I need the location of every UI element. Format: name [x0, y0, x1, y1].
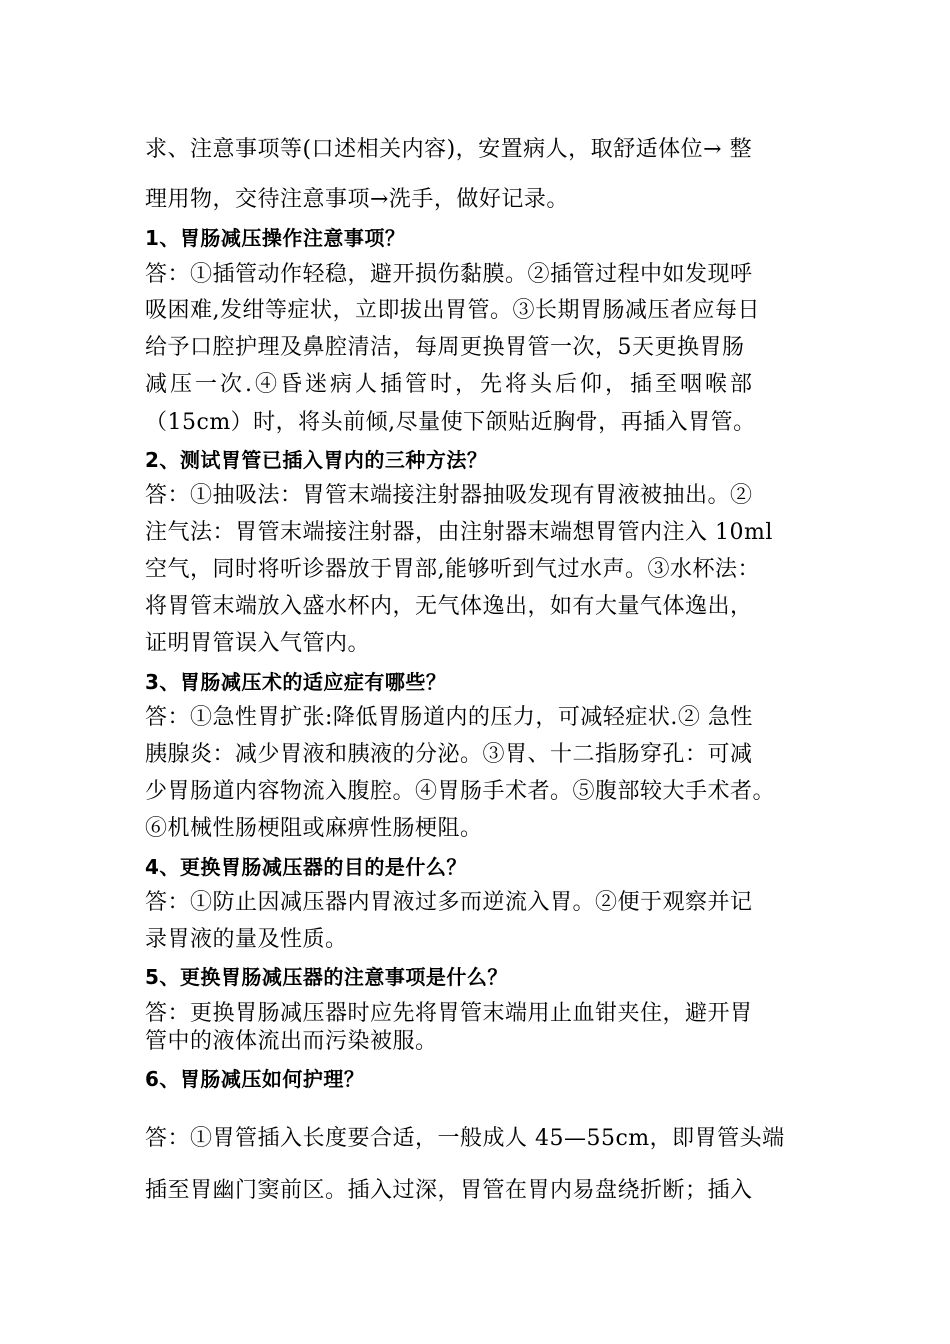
answer-3-line-3: 少胃肠道内容物流入腹腔。④胃肠手术者。⑤腹部较大手术者。 [145, 779, 776, 804]
answer-2-line-5: 证明胃管误入气管内。 [145, 631, 371, 656]
answer-1-line-2: 吸困难,发绀等症状，立即拔出胃管。③长期胃肠减压者应每日 [145, 298, 760, 323]
answer-2-line-3: 空气，同时将听诊器放于胃部,能够听到气过水声。③水杯法： [145, 557, 760, 582]
question-3-heading: 3、胃肠减压术的适应症有哪些？ [145, 670, 447, 694]
question-2-heading: 2、测试胃管已插入胃内的三种方法？ [145, 448, 488, 472]
answer-4-line-2: 录胃液的量及性质。 [145, 927, 348, 952]
answer-1-line-3: 给予口腔护理及鼻腔清洁，每周更换胃管一次，5天更换胃肠 [145, 335, 745, 360]
answer-1-line-4: 减压一次.④昏迷病人插管时，先将头后仰，插至咽喉部 [145, 372, 755, 397]
question-1-heading: 1、胃肠减压操作注意事项？ [145, 226, 406, 250]
answer-3-line-2: 胰腺炎：减少胃液和胰液的分泌。③胃、十二指肠穿孔：可减 [145, 742, 753, 767]
question-4-heading: 4、更换胃肠减压器的目的是什么？ [145, 855, 467, 879]
answer-6-line-2: 插至胃幽门窦前区。插入过深，胃管在胃内易盘绕折断；插入 [145, 1178, 753, 1203]
answer-3-line-1: 答：①急性胃扩张:降低胃肠道内的压力，可减轻症状.② 急性 [145, 705, 753, 730]
answer-2-line-4: 将胃管末端放入盛水杯内，无气体逸出，如有大量气体逸出， [145, 594, 753, 619]
question-5-heading: 5、更换胃肠减压器的注意事项是什么？ [145, 965, 508, 989]
answer-5-line-1: 答：更换胃肠减压器时应先将胃管末端用止血钳夹住，避开胃 [145, 1001, 753, 1026]
answer-3-line-4: ⑥机械性肠梗阻或麻痹性肠梗阻。 [145, 816, 483, 841]
answer-2-line-2: 注气法：胃管末端接注射器，由注射器末端想胃管内注入 10ml [145, 520, 773, 545]
answer-2-line-1: 答：①抽吸法：胃管末端接注射器抽吸发现有胃液被抽出。② [145, 483, 753, 508]
intro-line-2: 理用物，交待注意事项→洗手，做好记录。 [145, 187, 569, 212]
question-6-heading: 6、胃肠减压如何护理？ [145, 1067, 365, 1091]
answer-5-line-2: 管中的液体流出而污染被服。 [145, 1029, 438, 1054]
answer-1-line-1: 答：①插管动作轻稳，避开损伤黏膜。②插管过程中如发现呼 [145, 262, 753, 287]
answer-6-line-1: 答：①胃管插入长度要合适，一般成人 45—55cm，即胃管头端 [145, 1126, 785, 1151]
answer-1-line-5: （15cm）时，将头前倾,尽量使下颌贴近胸骨，再插入胃管。 [145, 410, 756, 435]
answer-4-line-1: 答：①防止因减压器内胃液过多而逆流入胃。②便于观察并记 [145, 890, 753, 915]
intro-line-1: 求、注意事项等(口述相关内容)，安置病人，取舒适体位→ 整 [145, 137, 753, 162]
